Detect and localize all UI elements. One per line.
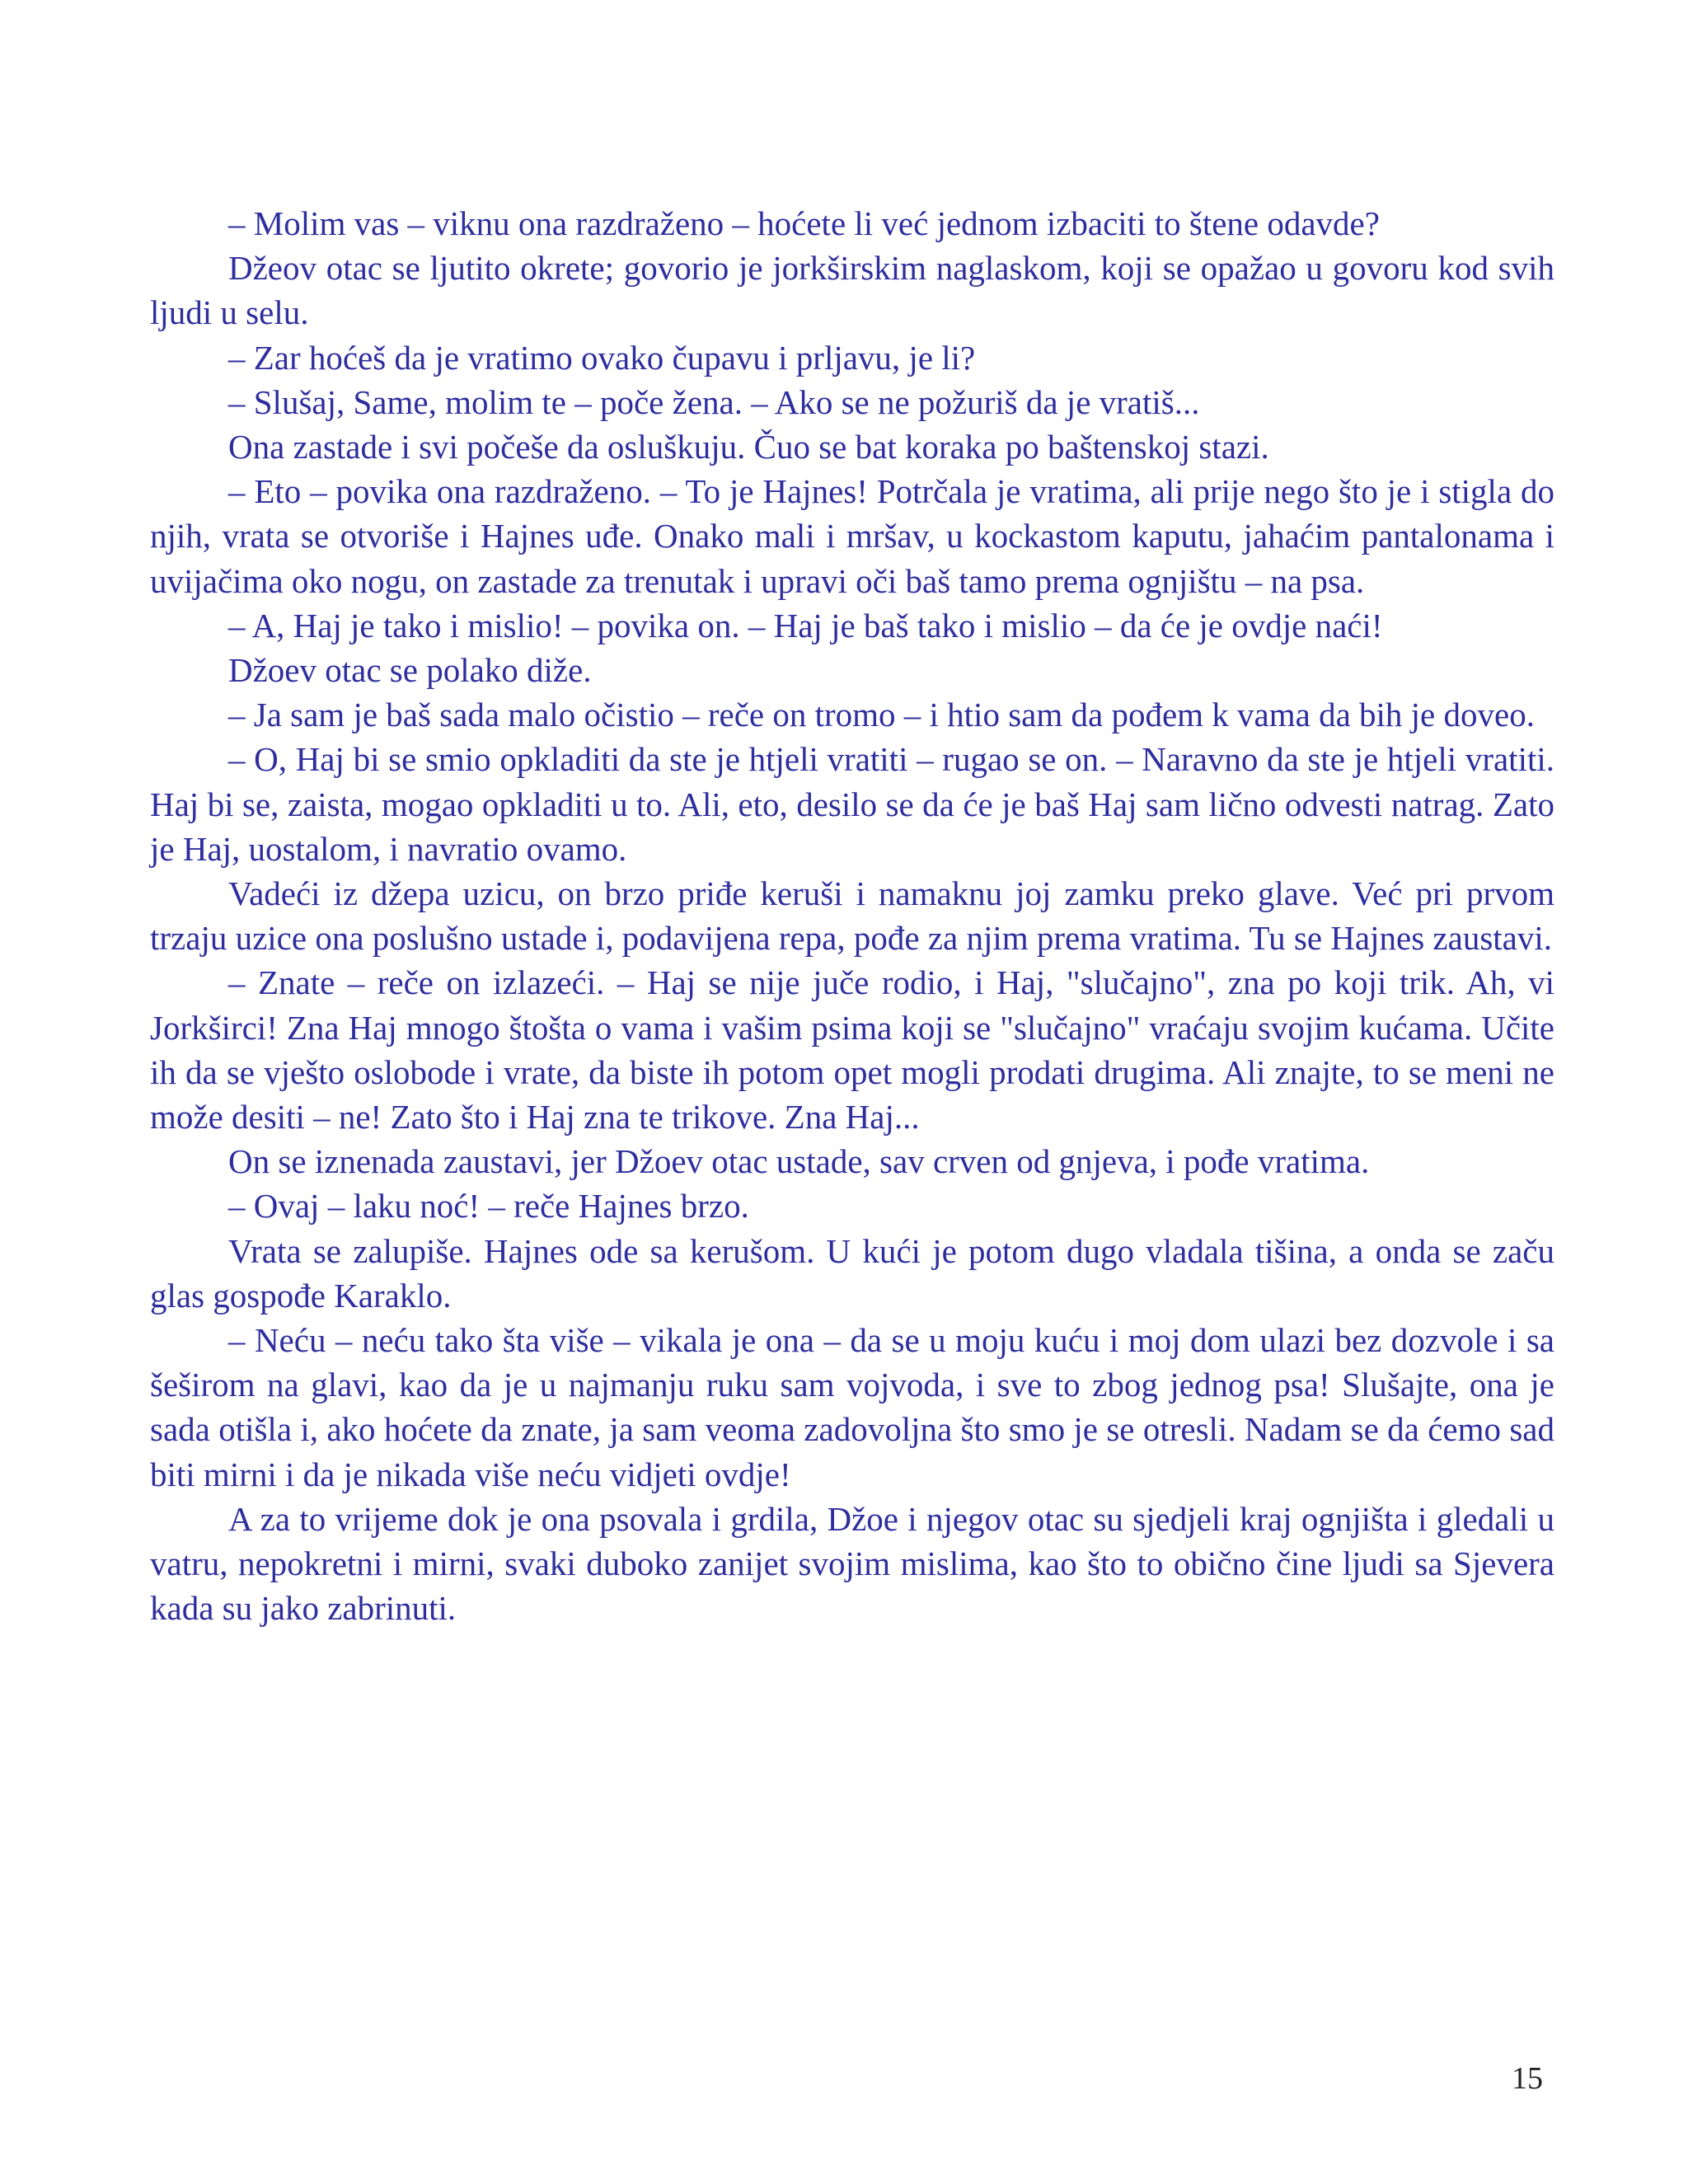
- paragraph: On se iznenada zaustavi, jer Džoev otac ustade, sav crven od gnjeva, i pođe vratima.: [228, 1142, 1370, 1181]
- paragraph: – Eto – povika ona razdraženo. – To je Hajnes! Potrčala je vratima, ali prije nego što je i stigla do njih, vrata se otvoriše i Hajnes uđe. Onako mali i mršav, u kockastom kaputu, jahaćim pantalonama i uvijačima oko nogu, on zastade za trenutak i upravi oči baš tamo prema ognjištu – na psa.: [150, 472, 1554, 600]
- paragraph: – Neću – neću tako šta više – vikala je ona – da se u moju kuću i moj dom ulazi bez dozvole i sa šeširom na glavi, kao da je u najmanju ruku sam vojvoda, i sve to zbog jednog psa! Slušajte, ona je sada otišla i, ako hoćete da znate, ja sam veoma zadovoljna što smo je se otresli. Nadam se da ćemo sad biti mirni i da je nikada više neću vidjeti ovdje!: [150, 1321, 1554, 1493]
- paragraph: – Slušaj, Same, molim te – poče žena. – Ako se ne požuriš da je vratiš...: [228, 382, 1200, 421]
- paragraph: Vrata se zalupiše. Hajnes ode sa kerušom. U kući je potom dugo vladala tišina, a onda se začu glas gospođe Karaklo.: [150, 1231, 1554, 1315]
- paragraph: – Ja sam je baš sada malo očistio – reče on tromo – i htio sam da pođem k vama da bih je doveo.: [228, 696, 1535, 734]
- page-number: 15: [1512, 2061, 1543, 2096]
- body-text: [150, 201, 1554, 1631]
- paragraph: – O, Haj bi se smio opkladiti da ste je htjeli vratiti – rugao se on. – Naravno da ste je htjeli vratiti. Haj bi se, zaista, mogao opkladiti u to. Ali, eto, desilo se da će je baš Haj sam lično odvesti natrag. Zato je Haj, uostalom, i navratio ovamo.: [150, 740, 1554, 868]
- paragraph: Vadeći iz džepa uzicu, on brzo priđe keruši i namaknu joj zamku preko glave. Već pri prvom trzaju uzice ona poslušno ustade i, podavijena repa, pođe za njim prema vratima. Tu se Hajnes zaustavi.: [150, 874, 1554, 958]
- paragraph: – A, Haj je tako i mislio! – povika on. – Haj je baš tako i mislio – da će je ovdje naći!: [228, 606, 1383, 644]
- paragraph: Džeov otac se ljutito okrete; govorio je jorkširskim naglaskom, koji se opažao u govoru kod svih ljudi u selu.: [150, 249, 1554, 332]
- paragraph: – Ovaj – laku noć! – reče Hajnes brzo.: [228, 1187, 749, 1226]
- paragraph: Ona zastade i svi počeše da osluškuju. Čuo se bat koraka po baštenskoj stazi.: [228, 428, 1269, 466]
- paragraph: – Zar hoćeš da je vratimo ovako čupavu i prljavu, je li?: [228, 338, 976, 377]
- paragraph: – Molim vas – viknu ona razdraženo – hoćete li već jednom izbaciti to štene odavde?: [228, 204, 1380, 242]
- paragraph: – Znate – reče on izlazeći. – Haj se nije juče rodio, i Haj, "slučajno", zna po koji trik. Ah, vi Jorkširci! Zna Haj mnogo štošta o vama i vašim psima koji se "slučajno" vraćaju svojim kućama. Učite ih da se vješto oslobode i vrate, da biste ih potom opet mogli prodati drugima. Ali znajte, to se meni ne može desiti – ne! Zato što i Haj zna te trikove. Zna Haj...: [150, 963, 1554, 1137]
- paragraph: Džoev otac se polako diže.: [228, 651, 592, 690]
- paragraph: A za to vrijeme dok je ona psovala i grdila, Džoe i njegov otac su sjedjeli kraj ognjišta i gledali u vatru, nepokretni i mirni, svaki duboko zanijet svojim mislima, kao što to obično čine ljudi sa Sjevera kada su jako zabrinuti.: [150, 1499, 1554, 1628]
